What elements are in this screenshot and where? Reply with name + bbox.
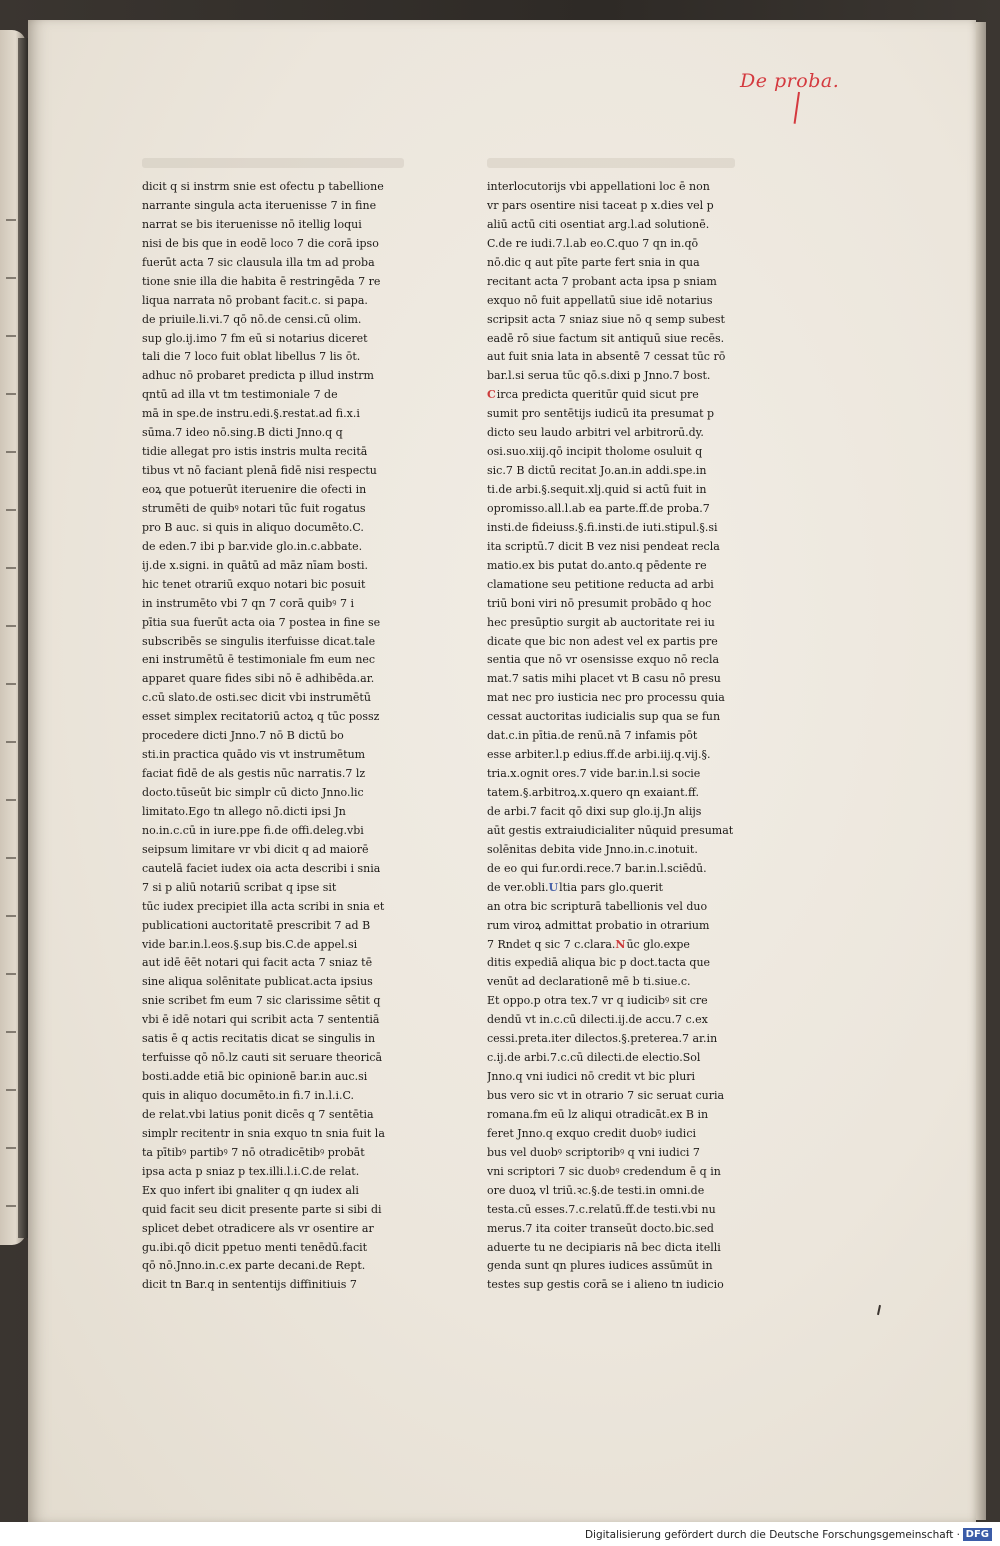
neighbor-page-glyph: [6, 616, 16, 627]
left-column-line: apparet quare fides sibi nō ē adhibēda.ar.: [142, 672, 375, 686]
left-column-line: cautelā faciet iudex oia acta describi i snia: [142, 861, 381, 875]
rubric-heading: De proba.: [740, 70, 840, 92]
left-column-line: subscribēs se singulis iterfuisse dicat.tale: [142, 634, 376, 648]
neighbor-page-glyph: [6, 790, 16, 801]
right-column-line: cessat auctoritas iudicialis sup qua se fun: [487, 710, 721, 724]
left-column-line: splicet debet otradicere als vr osentire ar: [142, 1221, 374, 1235]
dfg-logo: DFG: [963, 1528, 992, 1541]
left-column-line: qō nō.Jnno.in.c.ex parte decani.de Rept.: [142, 1259, 366, 1273]
right-column-line: solēnitas debita vide Jnno.in.c.inotuit.: [487, 842, 698, 856]
right-column-line: dicate que bic non adest vel ex partis pre: [487, 634, 718, 648]
left-column-line: simplr recitentr in snia exquo tn snia fuit la: [142, 1126, 385, 1140]
left-column-line: liqua narrata nō probant facit.c. si papa.: [142, 293, 368, 307]
right-column-line: bus vero sic vt in otrario 7 sic seruat curia: [487, 1089, 725, 1102]
left-column-line: sup glo.ij.imo 7 fm eū si notarius diceret: [142, 331, 368, 345]
right-column-line: aliū actū citi osentiat arg.l.ad solutionē.: [487, 217, 710, 231]
right-column-line: matio.ex bis putat do.anto.q pēdente re: [487, 558, 707, 572]
left-column-line: seipsum limitare vr vbi dicit q ad maiorē: [142, 842, 369, 856]
right-column-line: vni scriptori 7 sic duobꝰ credendum ē q in: [487, 1164, 721, 1178]
left-column-line: publicationi auctoritatē prescribit 7 ad B: [142, 918, 371, 932]
neighbor-page-glyph: [6, 1080, 16, 1091]
right-column-line: esse arbiter.l.p edius.ff.de arbi.iij.q.vij.§.: [487, 748, 711, 762]
left-column-line: sti.in practica quādo vis vt instrumētum: [142, 748, 366, 762]
left-column-line: de priuile.li.vi.7 qō nō.de censi.cū olim.: [142, 312, 362, 326]
neighbor-page-glyph: [6, 384, 16, 395]
left-column-line: narrat se bis iteruenisse nō itellig loqui: [142, 217, 362, 231]
left-column-line: tūc iudex precipiet illa acta scribi in snia et: [142, 899, 385, 913]
left-column-line: tibus vt nō faciant plenā fidē nisi respectu: [142, 464, 377, 478]
rubricated-initial: N: [615, 937, 626, 951]
right-column-line: bus vel duobꝰ scriptoribꝰ q vni iudici 7: [487, 1145, 700, 1159]
right-column-line: triū boni viri nō presumit probādo q hoc: [487, 596, 712, 610]
left-column-line: docto.tūseūt bic simplr cū dicto Jnno.lic: [142, 786, 364, 799]
left-column-line: bosti.adde etiā bic opinionē bar.in auc.si: [142, 1070, 368, 1084]
funding-notice: Digitalisierung gefördert durch die Deutsche Forschungsgemeinschaft ·: [584, 1529, 960, 1541]
left-column-line: dicit tn Bar.q in sententijs diffinitiuis 7: [142, 1278, 357, 1292]
left-column-line: eoꝝ que potuerūt iteruenire die ofecti in: [142, 483, 367, 496]
right-column-line: sic.7 B dictū recitat Jo.an.in addi.spe.in: [487, 464, 707, 478]
right-column-line: ita scriptū.7 dicit B vez nisi pendeat recla: [487, 539, 720, 553]
rubricated-initial: C: [487, 388, 496, 402]
rubricated-initial: U: [548, 880, 559, 894]
right-column-line: de eo qui fur.ordi.rece.7 bar.in.l.sciēdū.: [487, 861, 707, 875]
right-column-line: insti.de fideiuss.§.fi.insti.de iuti.stipul.§.si: [487, 520, 718, 534]
right-column-line: venūt ad declarationē mē b ti.siue.c.: [487, 975, 691, 989]
right-column-line: ore duoꝝ vl triū.ꝛc.§.de testi.in omni.de: [487, 1183, 705, 1197]
left-column-line: de relat.vbi latius ponit dicēs q 7 sentētia: [142, 1107, 374, 1121]
left-column-line: ipsa acta p sniaz p tex.illi.l.i.C.de relat.: [142, 1164, 360, 1178]
right-column-line: testes sup gestis corā se i alieno tn iudicio: [487, 1278, 724, 1292]
left-column-line: satis ē q actis recitatis dicat se singulis in: [142, 1032, 376, 1046]
right-column-line: aūt gestis extraiudicialiter nūquid presumat: [487, 823, 734, 837]
neighbor-page-glyph: [6, 906, 16, 917]
neighbor-page-glyph: [6, 848, 16, 859]
neighbor-page-glyph: [6, 268, 16, 279]
left-column-line: procedere dicti Jnno.7 nō B dictū bo: [142, 729, 344, 743]
left-column-line: ta pītibꝰ partibꝰ 7 nō otradicētibꝰ probāt: [142, 1145, 365, 1159]
right-column-line: osi.suo.xiij.qō incipit tholome osuluit q: [487, 445, 703, 459]
neighbor-page-glyph: [6, 1022, 16, 1033]
left-column-line: Ex quo infert ibi gnaliter q qn iudex ali: [142, 1183, 359, 1197]
right-column-line: sentia que nō vr osensisse exquo nō recla: [487, 653, 720, 667]
right-column-line: scripsit acta 7 sniaz siue nō q semp subest: [487, 312, 725, 326]
binding-shadow: [18, 38, 28, 1238]
right-column-line: cessi.preta.iter dilectos.§.preterea.7 ar.in: [487, 1032, 718, 1046]
show-through-left: [142, 158, 404, 168]
left-column-line: 7 si p aliū notariū scribat q ipse sit: [142, 880, 337, 894]
right-column-line: c.ij.de arbi.7.c.cū dilecti.de electio.Sol: [487, 1051, 701, 1065]
footer-bar: [0, 1522, 1000, 1546]
right-column-line: vr pars osentire nisi taceat p x.dies vel p: [487, 198, 714, 212]
left-column-line: pītia sua fuerūt acta oia 7 postea in fine se: [142, 615, 381, 629]
right-column-line: interlocutorijs vbi appellationi loc ē non: [487, 180, 710, 193]
right-column-line: ditis expediā aliqua bic p doct.tacta que: [487, 956, 711, 970]
left-column-line: tidie allegat pro istis instris multa recitā: [142, 445, 368, 459]
right-column-line: dendū vt in.c.cū dilecti.ij.de accu.7 c.ex: [487, 1013, 708, 1027]
left-column-line: sine aliqua solēnitate publicat.acta ipsius: [142, 975, 373, 989]
right-column-line: 7 Rndet q sic 7 c.clara.Nūc glo.expe: [487, 937, 690, 951]
left-column-line: c.cū slato.de osti.sec dicit vbi instrumētū: [142, 691, 371, 705]
left-column-line: faciat fidē de als gestis nūc narratis.7 lz: [142, 767, 366, 781]
right-column-line: ti.de arbi.§.sequit.xlj.quid si actū fuit in: [487, 483, 707, 496]
left-column-line: nisi de bis que in eodē loco 7 die corā ipso: [142, 236, 379, 250]
left-column-line: tali die 7 loco fuit oblat libellus 7 lis ōt.: [142, 350, 361, 364]
text-column-right: [487, 178, 735, 1295]
left-column-line: in instrumēto vbi 7 qn 7 corā quibꝰ 7 i: [142, 596, 354, 610]
left-column-line: esset simplex recitatoriū actoꝝ q tūc possz: [142, 710, 380, 724]
neighbor-page-glyph: [6, 210, 16, 221]
right-column-line: tatem.§.arbitroꝝ.x.quero qn exaiant.ff.: [487, 786, 699, 799]
left-column-line: adhuc nō probaret predicta p illud instrm: [142, 369, 374, 383]
left-column-line: quis in aliquo documēto.in fi.7 in.l.i.C.: [142, 1089, 354, 1102]
neighbor-page-glyph: [6, 964, 16, 975]
left-column-line: no.in.c.cū in iure.ppe fi.de offi.deleg.vbi: [142, 823, 364, 837]
left-column-line: fuerūt acta 7 sic clausula illa tm ad proba: [142, 255, 375, 269]
right-column-line: opromisso.all.l.ab ea parte.ff.de proba.7: [487, 501, 710, 515]
right-column-line: testa.cū esses.7.c.relatū.ff.de testi.vbi nu: [487, 1202, 716, 1216]
right-column-line: de ver.obli.Ultia pars glo.querit: [487, 880, 663, 894]
right-column-line: dicto seu laudo arbitri vel arbitrorū.dy.: [487, 426, 704, 440]
left-column-line: vbi ē idē notari qui scribit acta 7 sententiā: [142, 1013, 380, 1027]
right-column-line: C.de re iudi.7.l.ab eo.C.quo 7 qn in.qō: [487, 236, 699, 250]
right-column-line: recitant acta 7 probant acta ipsa p sniam: [487, 274, 717, 288]
right-column-line: Jnno.q vni iudici nō credit vt bic pluri: [487, 1070, 696, 1084]
neighbor-page-glyph: [6, 1196, 16, 1207]
left-column-line: hic tenet otrariū exquo notari bic posuit: [142, 577, 366, 591]
right-column-line: merus.7 ita coiter transeūt docto.bic.sed: [487, 1221, 714, 1235]
neighbor-page-glyph: [6, 326, 16, 337]
neighbor-page-glyph: [6, 558, 16, 569]
left-column-line: snie scribet fm eum 7 sic clarissime sētit q: [142, 994, 381, 1008]
right-column-line: aduerte tu ne decipiaris nā bec dicta itelli: [487, 1240, 721, 1254]
left-column-line: sūma.7 ideo nō.sing.B dicti Jnno.q q: [142, 426, 343, 440]
right-column-line: romana.fm eū lz aliqui otradicāt.ex B in: [487, 1107, 709, 1121]
right-column-line: genda sunt qn plures iudices assūmūt in: [487, 1259, 713, 1273]
show-through-right: [487, 158, 735, 168]
right-column-line: clamatione seu petitione reducta ad arbi: [487, 577, 714, 591]
neighbor-page-glyph: [6, 674, 16, 685]
page-fore-edge: [976, 22, 986, 1520]
right-column-line: mat.7 satis mihi placet vt B casu nō presu: [487, 672, 721, 686]
right-column-line: eadē rō siue factum sit antiquū siue recēs.: [487, 331, 725, 345]
text-column-left: [142, 178, 404, 1295]
right-column-line: de arbi.7 facit qō dixi sup glo.ij.Jn alijs: [487, 804, 702, 818]
left-column-line: gu.ibi.qō dicit ppetuo menti tenēdū.facit: [142, 1240, 368, 1254]
left-column-line: de eden.7 ibi p bar.vide glo.in.c.abbate.: [142, 539, 363, 553]
right-column-line: sumit pro sentētijs iudicū ita presumat p: [487, 407, 715, 421]
right-column-line: feret Jnno.q exquo credit duobꝰ iudici: [487, 1126, 697, 1140]
left-column-line: tione snie illa die habita ē restringēda 7 re: [142, 274, 381, 288]
left-column-line: qntū ad illa vt tm testimoniale 7 de: [142, 388, 338, 402]
left-column-line: narrante singula acta iteruenisse 7 in fine: [142, 198, 377, 212]
left-column-line: vide bar.in.l.eos.§.sup bis.C.de appel.si: [142, 937, 358, 951]
left-column-line: ij.de x.signi. in quātū ad māz nīam bosti.: [142, 558, 368, 572]
left-column-line: mā in spe.de instru.edi.§.restat.ad fi.x.i: [142, 407, 360, 421]
left-column-line: eni instrumētū ē testimoniale fm eum nec: [142, 653, 376, 667]
right-column-line: dat.c.in pītia.de renū.nā 7 infamis pōt: [487, 729, 698, 743]
left-column-line: pro B auc. si quis in aliquo documēto.C.: [142, 520, 364, 534]
left-column-line: limitato.Ego tn allego nō.dicti ipsi Jn: [142, 804, 346, 818]
right-column-line: tria.x.ognit ores.7 vide bar.in.l.si socie: [487, 767, 701, 781]
right-column-line: exquo nō fuit appellatū siue idē notarius: [487, 293, 713, 307]
right-column-line: Circa predicta queritūr quid sicut pre: [487, 388, 699, 402]
left-column-line: dicit q si instrm snie est ofectu p tabellione: [142, 180, 384, 193]
right-column-line: mat nec pro iusticia nec pro processu quia: [487, 691, 725, 705]
right-column-line: rum viroꝝ admittat probatio in otrarium: [487, 918, 710, 932]
neighbor-page-glyph: [6, 500, 16, 511]
right-column-line: hec presūptio surgit ab auctoritate rei iu: [487, 615, 715, 629]
right-column-line: nō.dic q aut pīte parte fert snia in qua: [487, 255, 700, 269]
right-column-line: bar.l.si serua tūc qō.s.dixi p Jnno.7 bost.: [487, 369, 711, 383]
left-column-line: strumēti de quibꝰ notari tūc fuit rogatus: [142, 501, 366, 515]
right-column-line: Et oppo.p otra tex.7 vr q iudicibꝰ sit cre: [487, 994, 708, 1008]
neighbor-page-glyph: [6, 442, 16, 453]
right-column-line: aut fuit snia lata in absentē 7 cessat tūc rō: [487, 350, 726, 364]
left-column-line: aut idē ēēt notari qui facit acta 7 sniaz tē: [142, 956, 373, 970]
neighbor-page-glyph: [6, 732, 16, 743]
neighbor-page-glyph: [6, 1138, 16, 1149]
left-column-line: quid facit seu dicit presente parte si sibi di: [142, 1202, 382, 1216]
left-column-line: terfuisse qō nō.lz cauti sit seruare theoricā: [142, 1051, 383, 1065]
right-column-line: an otra bic scripturā tabellionis vel duo: [487, 899, 708, 913]
